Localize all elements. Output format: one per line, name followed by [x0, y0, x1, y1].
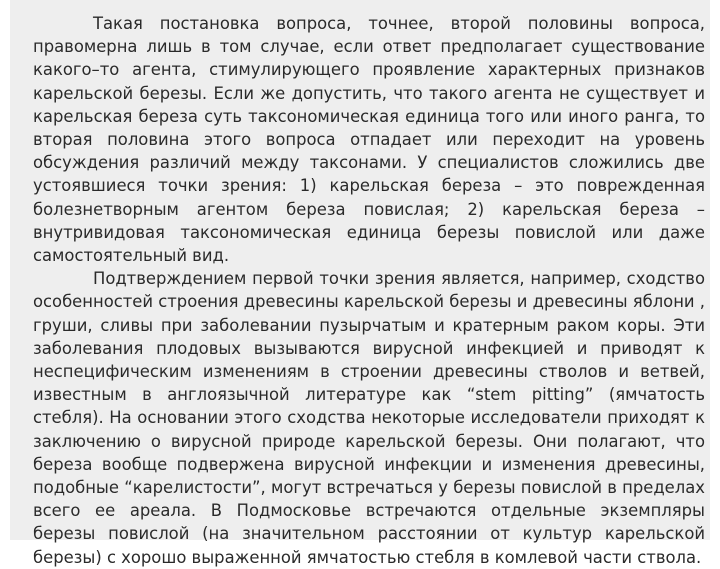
document-text — [33, 12, 705, 569]
paragraph-1: Такая постановка вопроса, точнее, второй половины вопроса, правомерна лишь в том случае, если ответ предполагает существование какого–то агента, стимулирующего проявление характерных признаков карельской березы. Если же допустить, что такого агента не существует и карельская береза суть таксономическая единица того или иного ранга, то вторая половина этого вопроса отпадает или переходит на уровень обсуждения различий между таксонами. У специалистов сложились две устоявшиеся точки зрения: 1) карельская береза – это поврежденная болезнетворным агентом береза повислая; 2) карельская береза – внутривидовая таксономическая единица березы повислой или даже самостоятельный вид. — [33, 14, 705, 266]
paragraph-2: Подтверждением первой точки зрения является, например, сходство особенностей строения древесины карельской березы и древесины яблони , груши, сливы при заболевании пузырчатым и кратерным раком коры. Эти заболевания плодовых вызываются вирусной инфекцией и приводят к неспецифическим изменениям в строении древесины стволов и ветвей, известным в англоязычной литературе как “stem pitting” (ямчатость стебля). На основании этого сходства некоторые исследователи приходят к заключению о вирусной природе карельской березы. Они полагают, что береза вообще подвержена вирусной инфекции и изменения древесины, подобные “карелистости”, могут встречаться у березы повислой в пределах всего ее ареала. В Подмосковье встречаются отдельные экземпляры березы повислой (на значительном расстоянии от культур карельской березы) с хорошо выраженной ямчатостью стебля в комлевой части ствола. — [33, 269, 705, 567]
document-page — [10, 0, 710, 567]
